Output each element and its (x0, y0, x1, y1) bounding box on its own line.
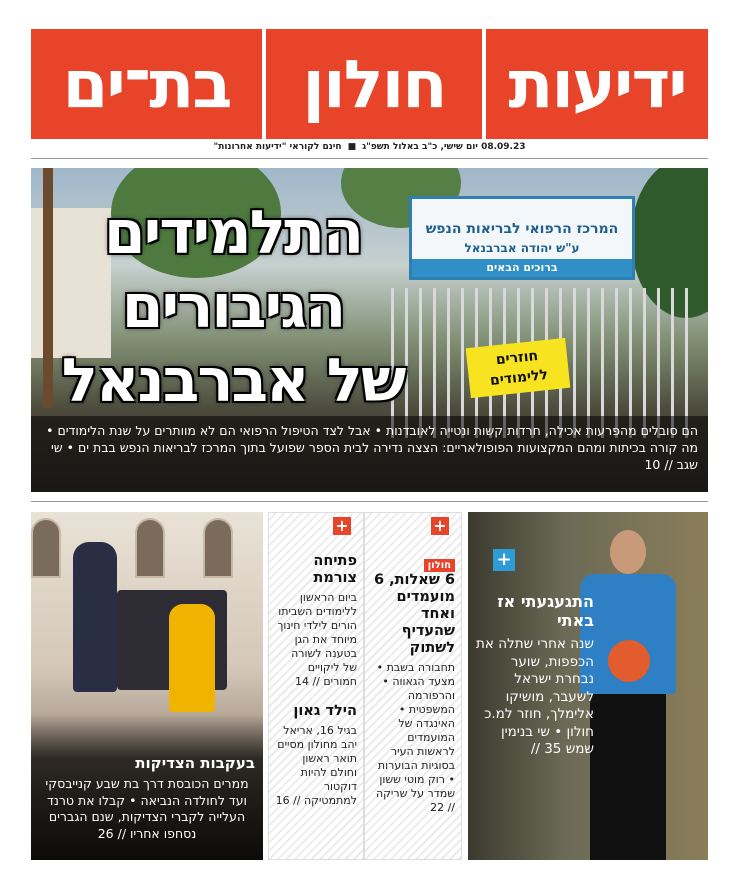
free-note: חינם לקוראי "ידיעות אחרונות" (213, 142, 342, 152)
masthead-city-holon: חולון (302, 45, 446, 123)
story-body: שנה אחרי שתלה את הכפפות, שוער נבחרת ישראל לשעבר, מושיקו אלימלך, חוזר למ.כ חולון • שי בנימין שמש 35 // (476, 636, 594, 757)
headline-line: התלמידים (103, 198, 363, 268)
masthead-divider (262, 29, 266, 139)
story-body: ממרים הכובסת דרך בת שבע קנייבסקי ועד לחולדה הנביאה • קבלו את טרנד העלייה לקברי הצדיקות, שנם הגברים נסחפו אחריו // 26 (45, 776, 249, 841)
headline-line: של אברבנאל (61, 346, 405, 416)
brief-body-opening: ביום הראשון ללימודים השביתו הורים לילדי חינוך מיוחד את הגן בטענה לשורה של ליקויים חמורים // 14 (277, 591, 357, 688)
hero-headline[interactable] (58, 196, 408, 418)
woman-figure (73, 542, 117, 692)
window-arch (135, 518, 165, 578)
masthead-divider (482, 29, 486, 139)
headline-line: הגיבורים (121, 272, 345, 342)
badge-line: ללימודים (489, 366, 549, 389)
child-figure (169, 604, 215, 712)
story-elections[interactable] (364, 512, 462, 860)
divider (31, 158, 708, 159)
tombs-text (31, 714, 263, 860)
window-arch (203, 518, 233, 578)
story-goalkeeper[interactable] (468, 512, 708, 860)
story-tombs[interactable] (31, 512, 263, 860)
masthead (31, 29, 708, 139)
sign-line2: ע"ש יהודה אברבנאל (464, 241, 580, 255)
section-tag: חולון (424, 559, 455, 572)
issue-date: 08.09.23 יום שישי, כ"ב באלול תשפ"ג (362, 142, 526, 152)
divider (31, 501, 708, 502)
plus-icon: + (493, 549, 515, 571)
hero-summary: הם סובלים מהפרעות אכילה, חרדות קשות ונטייה לאובדנות • אבל לצד הטיפול הרפואי הם לא מוותרים על שנת הלימודים • מה קורה בכיתות ומהם המקצועות הפופולאריים: הצצה נדירה לבית הספר שפועל בתוך המרכז לבריאות הנפש בבת ים • שי שגב // 10 (31, 416, 708, 492)
dateline-separator: ■ (347, 142, 357, 152)
story-title: 6 שאלות, 6 מועמדים ואחד שהעדיף לשתוק (374, 572, 455, 656)
back-to-school-badge (466, 338, 571, 398)
plus-icon: + (333, 517, 351, 535)
ball-icon (608, 640, 650, 682)
story-title: התגעגעתי אז באתי (497, 592, 594, 630)
hospital-sign (409, 196, 635, 280)
brief-title-genius: הילד גאון (293, 703, 357, 719)
story-briefs[interactable] (268, 512, 364, 860)
sign-welcome: ברוכים הבאים (412, 259, 632, 277)
story-title: בעקבות הצדיקות (135, 754, 255, 772)
window-arch (31, 518, 61, 578)
badge-line: חוזרים (495, 347, 539, 369)
brief-body-genius: בגיל 16, אריאל יהב מחולון מסיים תואר ראשון וחולם להיות דוקטור למתמטיקה // 16 (275, 724, 357, 807)
sign-line1: המרכז הרפואי לבריאות הנפש (425, 221, 619, 237)
palm-trunk (43, 168, 53, 408)
brief-title-opening: פתיחה צורמת (313, 553, 357, 586)
plus-icon: + (431, 517, 449, 535)
masthead-city-batyam: בת־ים (62, 45, 231, 123)
masthead-brand: ידיעות (508, 45, 686, 123)
goalkeeper-text (474, 592, 594, 759)
story-body: תחבורה בשבת • מצעד הגאווה • והרפורמה המשפטית • האינגדה של המועמדים לראשות העיר בסוגיות הבוערות • רוק מוטי ששון שמדר על שריקה // 22 (375, 661, 455, 814)
hero-story[interactable] (31, 168, 708, 492)
dateline (31, 142, 708, 156)
